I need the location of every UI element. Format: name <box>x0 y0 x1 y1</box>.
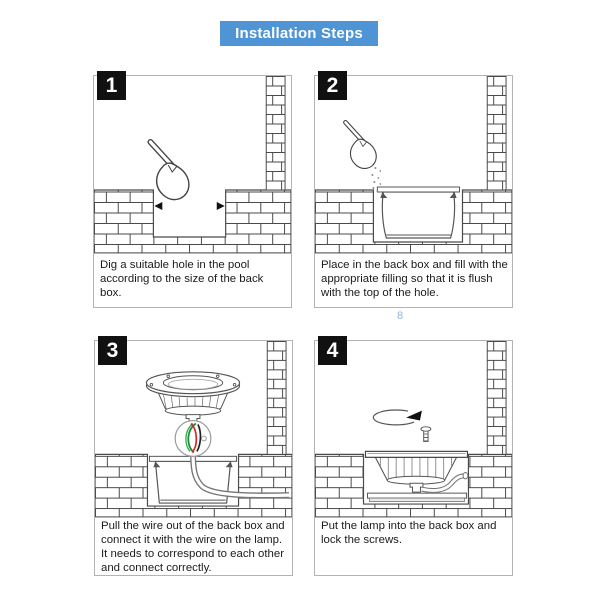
step-3-caption: Pull the wire out of the back box and connect it with the wire on the lamp. It needs to correspond to each other and connect correctly. <box>101 520 285 574</box>
step-2-diagram <box>315 76 512 254</box>
back-box <box>377 187 459 238</box>
brick-wall <box>94 190 291 253</box>
watermark-digit: 8 <box>397 310 404 322</box>
wire-junction-icon <box>175 421 211 457</box>
brick-column <box>487 76 506 190</box>
pool-lamp <box>365 451 467 501</box>
step-4-caption: Put the lamp into the back box and lock the screws. <box>321 520 497 546</box>
brick-column <box>267 341 286 454</box>
page-title: Installation Steps <box>235 25 363 42</box>
brick-column <box>487 341 506 454</box>
brick-column <box>266 76 285 190</box>
width-arrows <box>154 202 224 210</box>
step-3-panel <box>94 340 293 576</box>
step-4-number-badge: 4 <box>318 336 347 365</box>
rotation-arrow-icon <box>373 410 422 425</box>
step-3-diagram <box>95 341 292 518</box>
screw-icon <box>421 427 431 442</box>
step-1-caption: Dig a suitable hole in the pool according to the size of the back box. <box>100 259 264 299</box>
shovel-icon <box>150 142 188 200</box>
step-2-number-badge: 2 <box>318 71 347 100</box>
shovel-icon <box>345 122 376 168</box>
step-2-caption: Place in the back box and fill with the appropriate filling so that it is flush with the top of the hole. <box>321 259 508 299</box>
step-1-diagram <box>94 76 291 254</box>
step-4-panel <box>314 340 513 576</box>
step-1-number-badge: 1 <box>97 71 126 100</box>
step-4-diagram <box>315 341 512 518</box>
step-3-number-badge: 3 <box>98 336 127 365</box>
step-2-panel <box>314 75 513 308</box>
title-banner <box>220 21 378 46</box>
pool-lamp <box>146 372 239 428</box>
step-1-panel <box>93 75 292 308</box>
